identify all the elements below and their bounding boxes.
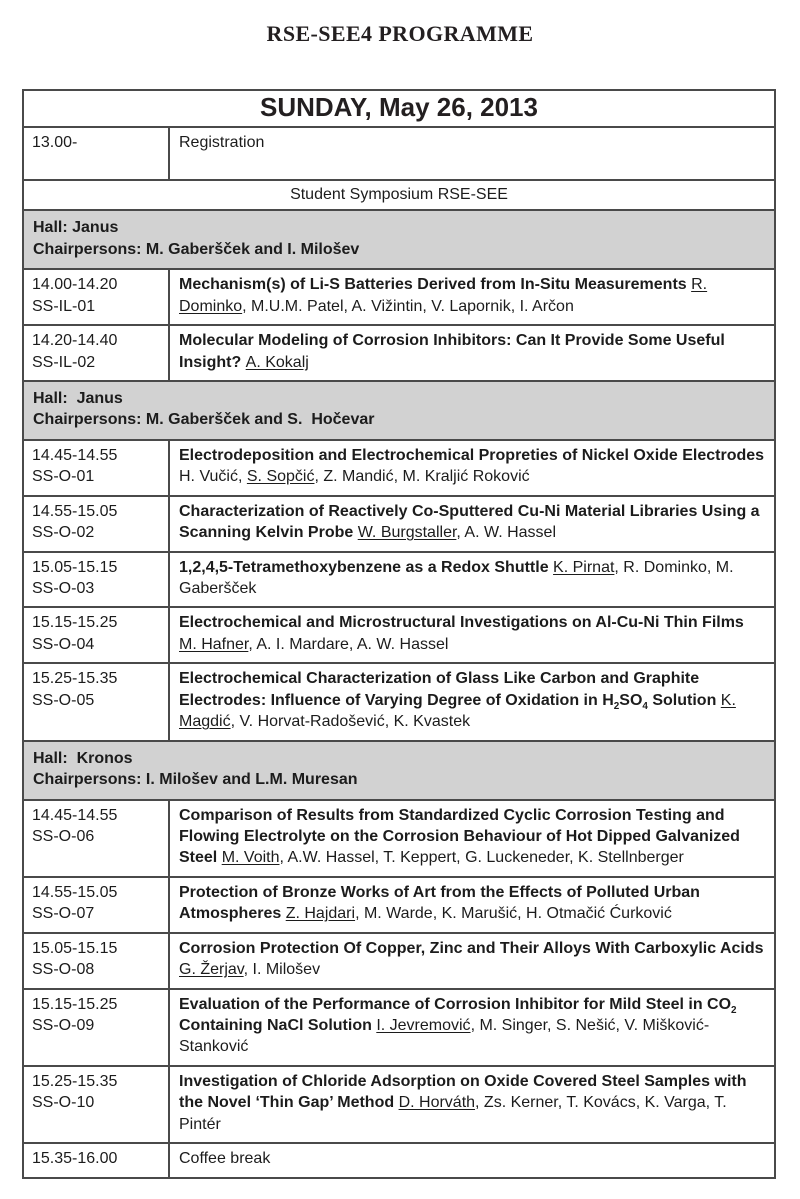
session-time: 15.05-15.15 [32, 558, 118, 576]
time-cell [23, 1066, 169, 1143]
session-title-text: Evaluation of the Performance of Corrosion Inhibitor for Mild Steel in CO [179, 995, 732, 1013]
session-row [23, 607, 775, 663]
session-code: SS-O-09 [32, 1017, 95, 1035]
session-row [23, 933, 775, 989]
presenting-author: A. Kokalj [245, 353, 309, 371]
session-time: 14.45-14.55 [32, 446, 118, 464]
session-title-text: Electrodeposition and Electrochemical Propreties of Nickel Oxide Electrodes [179, 446, 765, 464]
session-authors-text: , M. Warde, K. Marušić, H. Otmačić Ćurković [355, 905, 672, 923]
time-cell [23, 607, 169, 663]
session-content [169, 1066, 775, 1143]
time-cell [23, 496, 169, 552]
presenting-author: R. Dominko [179, 276, 708, 315]
presenting-author: M. Hafner [179, 635, 249, 653]
session-row [23, 663, 775, 740]
session-time: 15.05-15.15 [32, 939, 118, 957]
session-title-text: Characterization of Reactively Co-Sputtered Cu-Ni Material Libraries Using a Scanning Kelvin Probe [179, 502, 760, 542]
session-code: SS-O-03 [32, 580, 95, 598]
session-time: 14.45-14.55 [32, 806, 118, 824]
time-cell [23, 269, 169, 325]
chairpersons: Chairpersons: M. Gaberšček and S. Hočevar [33, 411, 375, 429]
session-time: 14.00-14.20 [32, 276, 118, 294]
day-header-row [23, 90, 775, 127]
event-cell: Coffee break [169, 1143, 775, 1177]
session-title-text: Protection of Bronze Works of Art from the Effects of Polluted Urban Atmospheres [179, 883, 700, 923]
banner-row [23, 180, 775, 210]
hall-header [23, 741, 775, 800]
session-authors-text: , M. Singer, S. Nešić, V. Mišković-Stanković [179, 1017, 710, 1056]
symposium-banner: Student Symposium RSE-SEE [23, 180, 775, 210]
session-row [23, 325, 775, 381]
session-content [169, 989, 775, 1066]
session-title-text: 4 [642, 700, 648, 712]
session-title-text: 1,2,4,5-Tetramethoxybenzene as a Redox Shuttle [179, 558, 554, 576]
session-content [169, 552, 775, 608]
session-time: 15.15-15.25 [32, 995, 118, 1013]
session-authors-text: , Z. Mandić, M. Kraljić Roković [314, 468, 530, 486]
time-cell [23, 877, 169, 933]
session-code: SS-O-02 [32, 524, 95, 542]
presenting-author: M. Voith [221, 849, 280, 867]
time-cell: 15.35-16.00 [23, 1143, 169, 1177]
event-cell: Registration [169, 127, 775, 180]
session-row [23, 1066, 775, 1143]
session-code: SS-O-07 [32, 905, 95, 923]
session-row [23, 496, 775, 552]
session-time: 15.15-15.25 [32, 614, 118, 632]
session-title-text: Comparison of Results from Standardized Cyclic Corrosion Testing and Flowing Electrolyte on the Corrosion Behaviour of Hot Dipped Galvanized Steel [179, 806, 740, 867]
session-authors-text: H. Vučić, [179, 468, 247, 486]
page-title: RSE-SEE4 PROGRAMME [266, 21, 534, 46]
session-row [23, 877, 775, 933]
session-content [169, 877, 775, 933]
time-cell [23, 800, 169, 877]
session-title-text: Solution [647, 691, 721, 709]
presenting-author: K. Magdić [179, 691, 736, 731]
time-cell [23, 440, 169, 496]
session-content [169, 325, 775, 381]
session-row [23, 800, 775, 877]
day-header: SUNDAY, May 26, 2013 [23, 90, 775, 127]
time-cell [23, 933, 169, 989]
time-cell [23, 552, 169, 608]
session-title-text: 2 [731, 1004, 737, 1016]
session-authors-text: , A. I. Mardare, A. W. Hassel [248, 635, 449, 653]
hall-name: Hall: Janus [33, 389, 123, 407]
session-content [169, 607, 775, 663]
session-time: 14.55-15.05 [32, 883, 118, 901]
chairpersons: Chairpersons: M. Gaberšček and I. Milošev [33, 240, 360, 258]
presenting-author: Z. Hajdari [285, 905, 356, 923]
session-title-text: Investigation of Chloride Adsorption on Oxide Covered Steel Samples with the Novel ‘Thin Gap’ Method [179, 1072, 747, 1112]
session-time: 15.25-15.35 [32, 1072, 118, 1090]
session-row [23, 552, 775, 608]
hall-name: Hall: Kronos [33, 749, 133, 767]
presenting-author: G. Žerjav [179, 961, 244, 979]
session-title-text: Mechanism(s) of Li-S Batteries Derived from In-Situ Measurements [179, 276, 692, 294]
session-content [169, 496, 775, 552]
presenting-author: D. Horváth [398, 1094, 476, 1112]
presenting-author: K. Pirnat [553, 558, 615, 576]
hall-name: Hall: Janus [33, 219, 119, 237]
session-title-text: Corrosion Protection Of Copper, Zinc and Their Alloys With Carboxylic Acids [179, 939, 764, 957]
session-time: 14.20-14.40 [32, 332, 118, 350]
session-authors-text: , M.U.M. Patel, A. Vižintin, V. Lapornik, I. Arčon [242, 297, 574, 315]
time-row [23, 1143, 775, 1177]
session-code: SS-O-04 [32, 635, 95, 653]
time-cell [23, 325, 169, 381]
session-content [169, 933, 775, 989]
session-content [169, 663, 775, 740]
time-cell [23, 989, 169, 1066]
chairpersons: Chairpersons: I. Milošev and L.M. Muresan [33, 771, 358, 789]
session-row [23, 989, 775, 1066]
session-title-text: Containing NaCl Solution [179, 1017, 377, 1035]
hall-row [23, 210, 775, 269]
presenting-author: S. Sopčić [246, 468, 315, 486]
document-page [0, 21, 800, 1179]
hall-header [23, 210, 775, 269]
session-content [169, 269, 775, 325]
session-title-text: Molecular Modeling of Corrosion Inhibitors: Can It Provide Some Useful Insight? [179, 332, 725, 371]
session-title-text: Electrochemical Characterization of Glass Like Carbon and Graphite Electrodes: Influence of Varying Degree of Oxidation in H [179, 670, 700, 709]
session-row [23, 440, 775, 496]
session-code: SS-O-10 [32, 1094, 95, 1112]
presenting-author: I. Jevremović [376, 1017, 471, 1035]
presenting-author: W. Burgstaller [357, 524, 457, 542]
session-title-text: Electrochemical and Microstructural Investigations on Al-Cu-Ni Thin Films [179, 614, 744, 632]
hall-header [23, 381, 775, 440]
session-content [169, 800, 775, 877]
hall-row [23, 381, 775, 440]
session-authors-text: , V. Horvat-Radošević, K. Kvastek [230, 713, 471, 731]
session-title-text: 2 [613, 700, 620, 712]
session-content [169, 440, 775, 496]
session-code: SS-IL-02 [32, 353, 96, 371]
programme-rows [23, 90, 775, 1178]
session-title-text: SO [619, 691, 643, 709]
time-cell [23, 663, 169, 740]
programme-table [22, 89, 776, 1179]
session-authors-text: , I. Milošev [243, 961, 321, 979]
session-authors-text: , A.W. Hassel, T. Keppert, G. Luckeneder, K. Stellnberger [279, 849, 684, 867]
session-authors-text: , A. W. Hassel [456, 524, 556, 542]
session-authors-text: , R. Dominko, M. Gaberšček [179, 558, 734, 598]
session-code: SS-O-06 [32, 827, 95, 845]
session-row [23, 269, 775, 325]
session-code: SS-IL-01 [32, 297, 96, 315]
session-code: SS-O-08 [32, 961, 95, 979]
time-row [23, 127, 775, 180]
session-code: SS-O-01 [32, 468, 95, 486]
session-authors-text: , Zs. Kerner, T. Kovács, K. Varga, T. Pintér [179, 1094, 727, 1133]
session-code: SS-O-05 [32, 691, 95, 709]
hall-row [23, 741, 775, 800]
time-cell: 13.00- [23, 127, 169, 180]
session-time: 14.55-15.05 [32, 502, 118, 520]
session-time: 15.25-15.35 [32, 670, 118, 688]
